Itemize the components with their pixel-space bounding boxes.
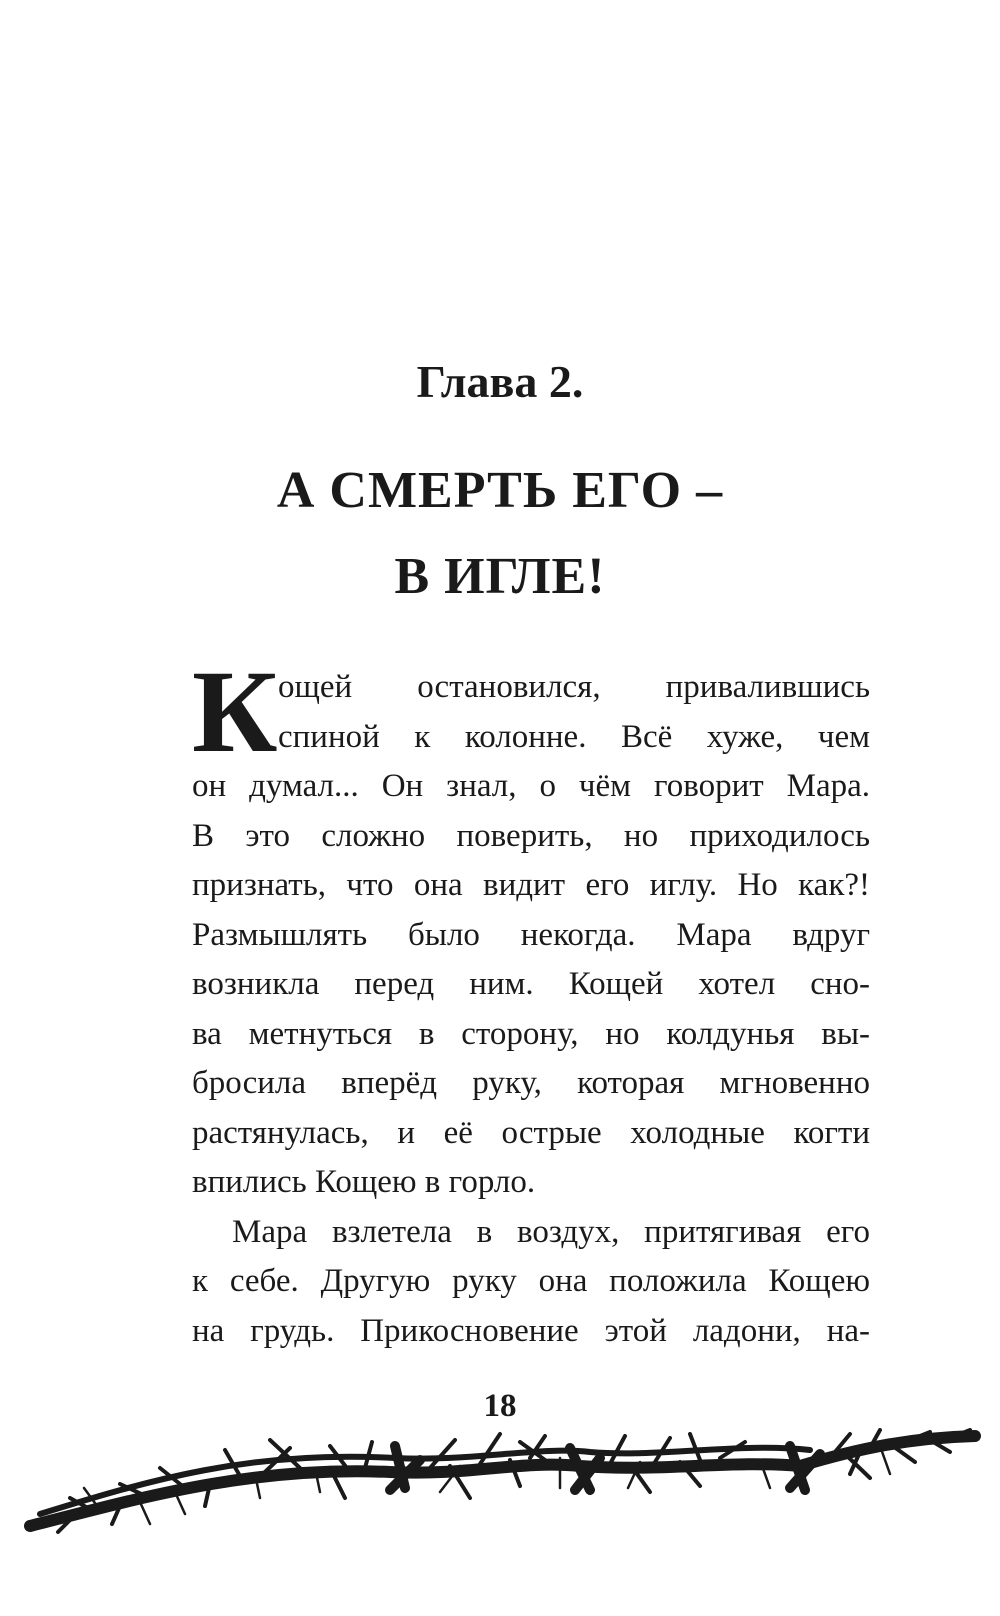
text-line: Мара взлетела в воздух, притягивая его: [232, 1213, 870, 1250]
body-text: [192, 646, 870, 1356]
chapter-title-line: В ИГЛЕ!: [394, 548, 606, 605]
text-line: бросила вперёд руку, которая мгновенно: [192, 1065, 870, 1101]
text-line: спиной к колонне. Всё хуже, чем: [278, 718, 870, 755]
text-line: Размышлять было некогда. Мара вдруг: [192, 916, 870, 953]
text-line: ощей остановился, привалившись: [278, 669, 870, 705]
text-line: ва метнуться в сторону, но колдунья вы-: [192, 1015, 870, 1052]
page-number: 18: [483, 1388, 517, 1424]
chapter-title: [0, 448, 1000, 620]
text-line: В это сложно поверить, но приходилось: [192, 817, 870, 854]
text-line: на грудь. Прикосновение этой ладони, на-: [192, 1312, 870, 1349]
thorny-branches-icon: [0, 1428, 1000, 1538]
text-line: возникла перед ним. Кощей хотел сно-: [192, 966, 870, 1002]
text-line: признать, что она видит его иглу. Но как?!: [192, 867, 870, 903]
chapter-title-line: А СМЕРТЬ ЕГО –: [276, 462, 724, 519]
text-line: он думал... Он знал, о чём говорит Мара.: [192, 768, 870, 804]
text-line: растянулась, и её острые холодные когти: [192, 1114, 870, 1151]
drop-cap: К: [192, 646, 278, 777]
text-line: к себе. Другую руку она положила Кощею: [192, 1263, 870, 1299]
text-line: впились Кощею в горло.: [192, 1164, 536, 1200]
chapter-number: Глава 2.: [416, 356, 584, 407]
